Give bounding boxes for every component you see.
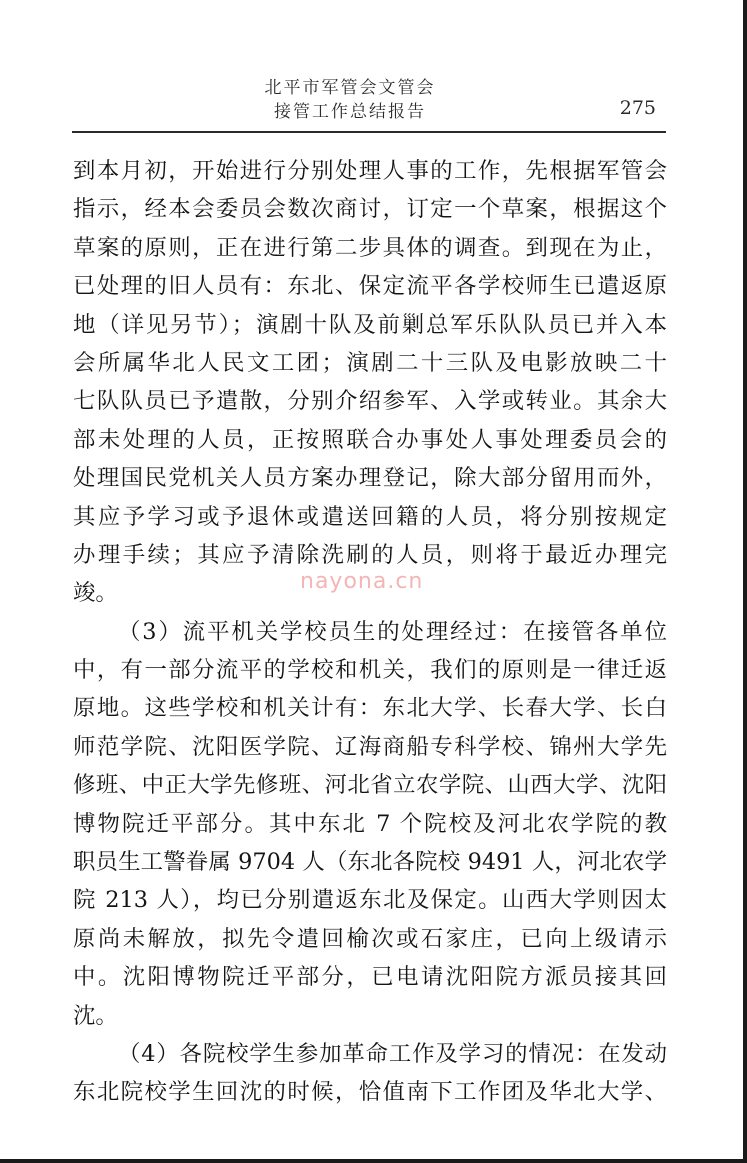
text-line: 原地。这些学校和机关计有：东北大学、长春大学、长白 bbox=[73, 695, 667, 722]
paragraph-start-line: （3）流平机关学校员生的处理经过：在接管各单位 bbox=[118, 618, 667, 645]
running-header bbox=[250, 76, 450, 124]
text-line: 办理手续；其应予清除洗刷的人员，则将于最近办理完 bbox=[73, 541, 667, 568]
text-line: 修班、中正大学先修班、河北省立农学院、山西大学、沈阳 bbox=[73, 772, 667, 799]
running-header-line-2: 接管工作总结报告 bbox=[274, 102, 426, 122]
text-line: 原尚未解放，拟先令遣回榆次或石家庄，已向上级请示 bbox=[73, 925, 667, 952]
running-header-line-1: 北平市军管会文管会 bbox=[264, 78, 436, 98]
text-line: 指示，经本会委员会数次商讨，订定一个草案，根据这个 bbox=[73, 196, 667, 223]
body-text bbox=[73, 152, 667, 1112]
text-line: 院 213 人），均已分别遣返东北及保定。山西大学则因太 bbox=[73, 887, 667, 914]
text-line: 职员生工警眷属 9704 人（东北各院校 9491 人，河北农学 bbox=[73, 849, 667, 876]
page-edge-bottom bbox=[0, 1159, 747, 1163]
text-line: 中，有一部分流平的学校和机关，我们的原则是一律迁返 bbox=[73, 657, 667, 684]
text-line: 到本月初，开始进行分别处理人事的工作，先根据军管会 bbox=[73, 158, 667, 184]
watermark: nayona.cn bbox=[300, 569, 424, 594]
text-line: 博物院迁平部分。其中东北 7 个院校及河北农学院的教 bbox=[73, 810, 667, 837]
paragraph-start-line: （4）各院校学生参加革命工作及学习的情况：在发动 bbox=[118, 1040, 667, 1067]
text-line: 已处理的旧人员有：东北、保定流平各学校师生已遣返原 bbox=[73, 273, 667, 300]
text-line: 其应予学习或予退休或遣送回籍的人员，将分别按规定 bbox=[73, 503, 667, 530]
text-line: 会所属华北人民文工团；演剧二十三队及电影放映二十 bbox=[73, 349, 667, 376]
page-number: 275 bbox=[619, 97, 656, 119]
text-line: 竣。 bbox=[73, 580, 118, 607]
text-line: 草案的原则，正在进行第二步具体的调查。到现在为止， bbox=[73, 234, 667, 261]
text-line: 部未处理的人员，正按照联合办事处人事处理委员会的 bbox=[73, 426, 667, 453]
text-line: 中。沈阳博物院迁平部分，已电请沈阳院方派员接其回 bbox=[73, 964, 667, 991]
text-line: 师范学院、沈阳医学院、辽海商船专科学校、锦州大学先 bbox=[73, 733, 667, 760]
text-line: 东北院校学生回沈的时候，恰值南下工作团及华北大学、 bbox=[73, 1079, 667, 1106]
text-line: 处理国民党机关人员方案办理登记，除大部分留用而外， bbox=[73, 465, 667, 492]
text-line: 七队队员已予遣散，分别介绍参军、入学或转业。其余大 bbox=[73, 388, 667, 415]
text-line: 沈。 bbox=[73, 1002, 118, 1029]
text-line: 地（详见另节）；演剧十队及前剿总军乐队队员已并入本 bbox=[73, 311, 667, 338]
header-rule bbox=[72, 131, 666, 133]
page-edge-right bbox=[743, 0, 747, 1163]
